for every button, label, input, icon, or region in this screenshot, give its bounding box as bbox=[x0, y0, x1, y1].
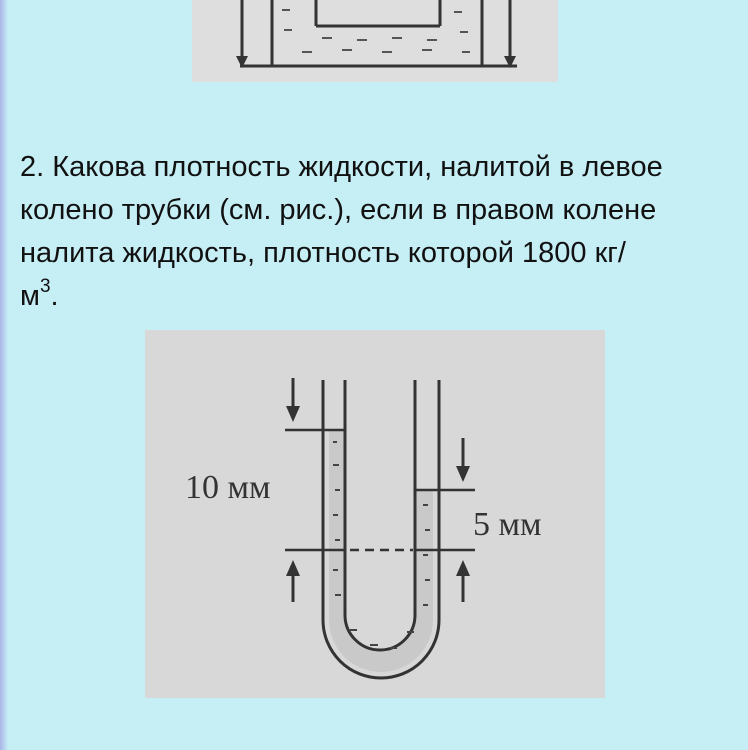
u-tube-figure bbox=[145, 330, 605, 698]
problem-line-4-tail: . bbox=[50, 280, 59, 312]
problem-text bbox=[20, 146, 732, 318]
problem-line-4 bbox=[20, 275, 732, 318]
u-tube-drawing bbox=[145, 330, 605, 698]
slide-edge-accent bbox=[0, 0, 8, 750]
previous-figure bbox=[192, 0, 558, 82]
problem-line-1: 2. Какова плотность жидкости, налитой в левое bbox=[20, 151, 663, 183]
unit-exponent: 3 bbox=[39, 276, 51, 298]
label-10mm: 10 мм bbox=[185, 469, 271, 506]
previous-figure-drawing bbox=[192, 0, 558, 82]
unit-m: м bbox=[20, 280, 40, 312]
problem-line-2: колено трубки (см. рис.), если в правом колене bbox=[20, 194, 657, 226]
label-5mm: 5 мм bbox=[473, 506, 542, 543]
problem-line-3: налита жидкость, плотность которой 1800 кг/ bbox=[20, 237, 626, 269]
